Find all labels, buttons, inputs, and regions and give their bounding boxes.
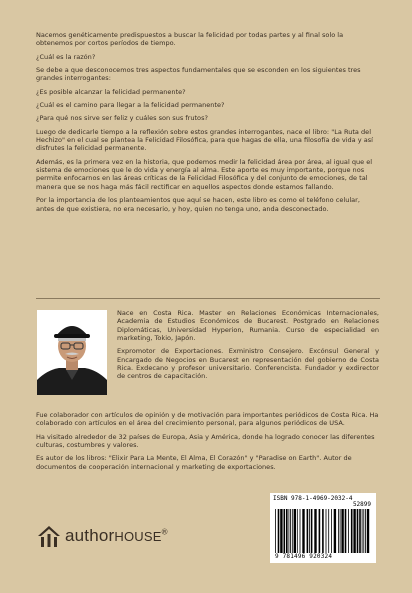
blurb-paragraph: Además, es la primera vez en la historia, que podemos medir la felicidad área por área, al igual que el sistema de emociones que le do vida y energía al alma. Este aporte es muy importante, porque nos permite enfocarnos en las áreas críticas de la Felicidad Filosófica y del conjunto de emociones, de tal manera que se nos haga más fácil rectificar en aquellos aspectos donde estamos fallando. (36, 157, 373, 191)
authorhouse-logo-icon (37, 524, 61, 548)
bio-paragraph: Ha visitado alrededor de 32 países de Europa, Asia y América, donde ha logrado conocer las diferentes culturas, costumbres y valores. (36, 432, 375, 450)
ean-number: 9 781496 920324 (275, 553, 333, 560)
bio-paragraph: Es autor de los libros: "Elixir Para La Mente, El Alma, El Corazón" y "Paradise on Earth". Autor de documentos de cooperación internacional y marketing de exportaciones. (36, 454, 352, 471)
publisher-name-suffix: HOUSE (114, 529, 162, 544)
isbn-barcode (270, 493, 376, 563)
isbn-text: ISBN 978-1-4969-2032-4 (273, 495, 353, 502)
price-code: 52899 (352, 501, 371, 508)
blurb-paragraph: Por la importancia de los planteamientos que aquí se hacen, este libro es como el teléfono celular, antes de que existiera, no era necesario, y hoy, quien no tenga uno, anda desconectado. (36, 196, 360, 213)
bio-paragraph: Expromotor de Exportaciones. Exministro Consejero. Excónsul General y Encargado de Negocios en Bucarest en representación del gobierno de Costa Rica. Exdecano y profesor universitario. Conferencista. Fundador y exdirector de centros de capacitación. (117, 347, 379, 381)
blurb-text (36, 31, 380, 218)
author-bio-full (36, 411, 380, 476)
barcode-bars (273, 509, 373, 553)
bio-paragraph: Nace en Costa Rica. Master en Relaciones Económicas Internacionales, Academia de Estudios Económicos de Bucarest. Postgrado en Relaciones Diplomáticas, Universidad Hyperion, Rumania. Curso de especialidad en marketing, Tokio, Japón. (117, 309, 379, 343)
blurb-paragraph: Nacemos genéticamente predispuestos a buscar la felicidad por todas partes y al final solo la obtenemos por cortos períodos de tiempo. (36, 31, 344, 48)
blurb-question: ¿Para qué nos sirve ser feliz y cuáles son sus frutos? (36, 114, 208, 123)
bio-paragraph: Fue colaborador con artículos de opinión y de motivación para importantes periódicos de Costa Rica. Ha colaborado con artículos en el área del crecimiento personal, para algunos periódicos de USA. (36, 411, 379, 428)
blurb-paragraph: Luego de dedicarle tiempo a la reflexión sobre estos grandes interrogantes, nace el libro: "La Ruta del Hechizo" en el cual se plantea la Felicidad Filosófica, para que hagas de ella, una filosofía de vida y así disfrutes la felicidad permanente. (36, 127, 373, 153)
publisher-logo (37, 524, 168, 548)
publisher-name (65, 526, 168, 546)
blurb-question: ¿Cuál es el camino para llegar a la felicidad permanente? (36, 101, 225, 110)
publisher-name-prefix: author (65, 526, 115, 545)
author-photo (37, 310, 107, 395)
section-divider (36, 298, 380, 299)
author-bio-side (117, 309, 379, 386)
trademark-symbol: ® (161, 527, 168, 537)
blurb-question: ¿Es posible alcanzar la felicidad permanente? (36, 87, 186, 96)
blurb-paragraph: ¿Cuál es la razón? (36, 52, 96, 61)
blurb-paragraph: Se debe a que desconocemos tres aspectos fundamentales que se esconden en los siguientes tres grandes interrogantes: (36, 66, 361, 83)
